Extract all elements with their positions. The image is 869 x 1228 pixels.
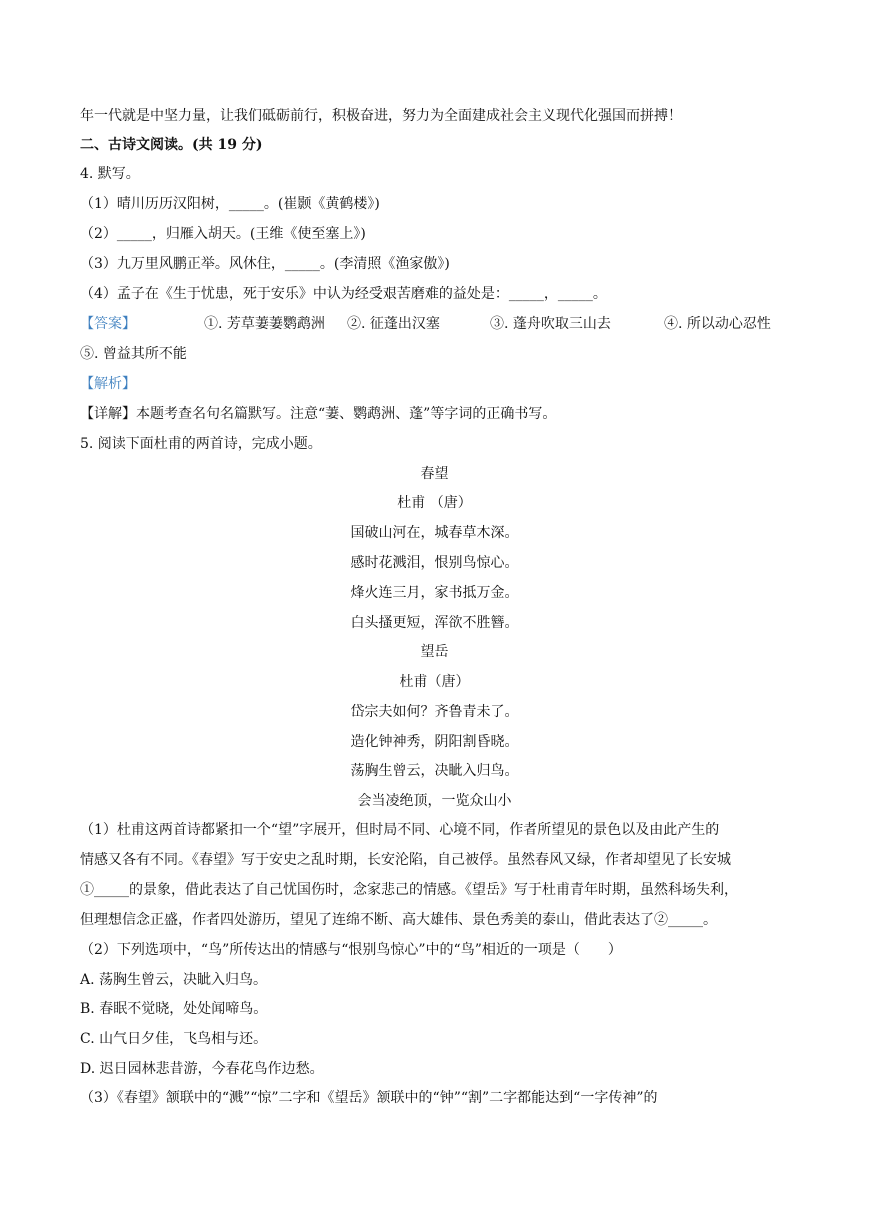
poem-author: 杜甫（唐） <box>399 674 470 690</box>
poem-author: 杜甫 （唐） <box>397 495 472 511</box>
answer-5: ⑤. 曾益其所不能 <box>80 346 187 362</box>
subquestion-1-line: 情感又各有不同。《春望》写于安史之乱时期，长安沦陷，自己被俘。虽然春风又绿，作者却望见了长安城 <box>80 852 731 868</box>
question-5-intro: 5. 阅读下面杜甫的两首诗，完成小题。 <box>80 436 322 452</box>
poem-line: 造化钟神秀，阴阳割昏晓。 <box>350 734 519 750</box>
answer-label: 【答案】 <box>80 316 136 332</box>
poem-line: 岱宗夫如何？齐鲁青未了。 <box>350 704 519 720</box>
option-c: C. 山气日夕佳，飞鸟相与还。 <box>80 1031 268 1047</box>
poem-line: 白头搔更短，浑欲不胜簪。 <box>350 615 519 631</box>
option-d: D. 迟日园林悲昔游，今春花鸟作边愁。 <box>80 1061 324 1077</box>
answer-3: ③. 蓬舟吹取三山去 <box>490 316 611 332</box>
poem-line: 国破山河在，城春草木深。 <box>350 525 519 541</box>
poem-line: 荡胸生曾云，决眦入归鸟。 <box>350 763 519 779</box>
subquestion-3: （3）《春望》颔联中的“溅”“惊”二字和《望岳》颔联中的“钟”“割”二字都能达到“一字传神”的 <box>80 1090 658 1106</box>
question-4-item-4: （4）孟子在《生于忧患，死于安乐》中认为经受艰苦磨难的益处是：_____，_____。 <box>80 286 607 302</box>
answer-1: ①. 芳草萋萋鹦鹉洲 <box>204 316 325 332</box>
subquestion-1-line: 但理想信念正盛，作者四处游历，望见了连绵不断、高大雄伟、景色秀美的泰山，借此表达了②_____。 <box>80 912 717 928</box>
question-4-item-1: （1）晴川历历汉阳树，_____。(崔颢《黄鹤楼》) <box>80 196 380 212</box>
option-a: A. 荡胸生曾云，决眦入归鸟。 <box>80 972 268 988</box>
question-4-item-3: （3）九万里风鹏正举。风休住，_____。(李清照《渔家傲》) <box>80 256 450 272</box>
subquestion-1-line: ①_____的景象，借此表达了自己忧国伤时，念家悲己的情感。《望岳》写于杜甫青年时期，虽然科场失利， <box>80 882 738 898</box>
analysis-label: 【解析】 <box>80 376 136 392</box>
poem-title: 春望 <box>420 466 449 482</box>
poem-line: 烽火连三月，家书抵万金。 <box>350 585 519 601</box>
option-b: B. 春眠不觉晓，处处闻啼鸟。 <box>80 1001 268 1017</box>
poem-title: 望岳 <box>420 644 449 660</box>
question-4-item-2: （2）_____，归雁入胡天。(王维《使至塞上》) <box>80 226 366 242</box>
poem-line: 会当凌绝顶，一览众山小 <box>357 793 512 809</box>
answer-row <box>80 314 790 334</box>
analysis-detail: 【详解】本题考查名句名篇默写。注意“萋、鹦鹉洲、蓬”等字词的正确书写。 <box>80 406 557 422</box>
text-line: 年一代就是中坚力量，让我们砥砺前行，积极奋进，努力为全面建成社会主义现代化强国而拼搏！ <box>80 108 682 124</box>
question-4-title: 4. 默写。 <box>80 166 140 182</box>
subquestion-1-line: （1）杜甫这两首诗都紧扣一个“望”字展开，但时局不同、心境不同，作者所望见的景色以及由此产生的 <box>80 822 720 838</box>
section-heading: 二、古诗文阅读。(共 19 分) <box>80 137 263 153</box>
poem-line: 感时花溅泪，恨别鸟惊心。 <box>350 555 519 571</box>
answer-2: ②. 征蓬出汉塞 <box>347 316 440 332</box>
answer-4: ④. 所以动心忍性 <box>664 316 771 332</box>
subquestion-2: （2）下列选项中，“鸟”所传达出的情感与“恨别鸟惊心”中的“鸟”相近的一项是（ ） <box>80 942 622 958</box>
